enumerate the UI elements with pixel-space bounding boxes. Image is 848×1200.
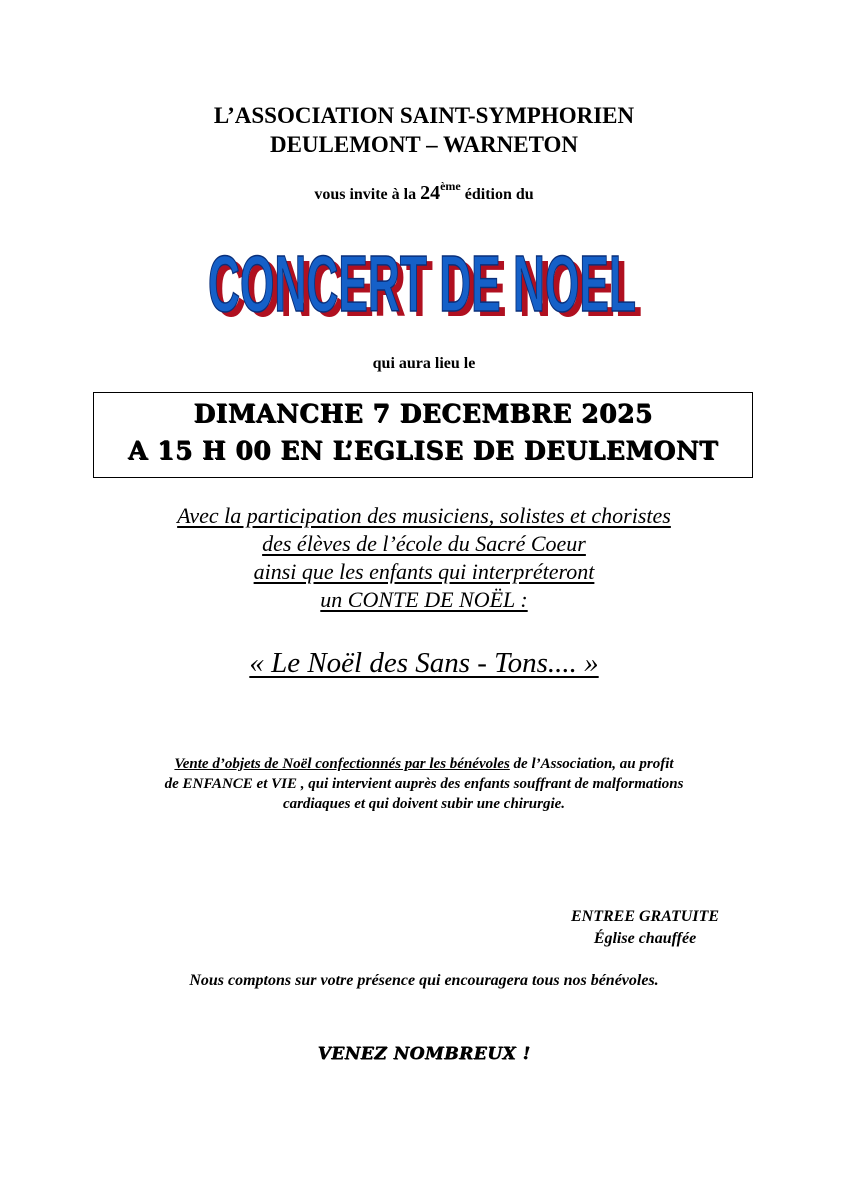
participation-line-3: ainsi que les enfants qui interpréteront: [253, 559, 595, 584]
edition-superscript: ème: [440, 179, 461, 193]
participation-line-4: un CONTE DE NOËL :: [320, 587, 528, 612]
org-line-1: L’ASSOCIATION SAINT-SYMPHORIEN: [213, 103, 635, 128]
entry-free: ENTREE GRATUITE: [570, 908, 720, 925]
sale-notice-line-1-rest: de l’Association, au profit: [509, 756, 674, 772]
participation-text: [0, 502, 848, 614]
event-date: DIMANCHE 7 DECEMBRE 2025: [193, 399, 653, 428]
story-title-text: « Le Noël des Sans - Tons.... »: [249, 647, 599, 679]
entry-info: [520, 906, 770, 950]
event-time-place: A 15 H 00 EN L’EGLISE DE DEULEMONT: [127, 436, 719, 465]
sale-notice-line-2: de ENFANCE et VIE , qui intervient auprès des enfants souffrant de malformations: [164, 776, 684, 792]
closing-message: Nous comptons sur votre présence qui encouragera tous nos bénévoles.: [189, 972, 659, 989]
sale-notice-line-3: cardiaques et qui doivent subir une chirurgie.: [282, 796, 566, 812]
org-line-2: DEULEMONT – WARNETON: [269, 132, 578, 157]
invitation-line: [0, 179, 848, 205]
concert-title-text: CONCERT DE NOEL: [208, 239, 636, 326]
story-title: [0, 647, 848, 680]
edition-number: 24: [420, 182, 441, 204]
invite-before: vous invite à la: [314, 186, 421, 203]
event-date-box: [93, 392, 753, 478]
entry-heated: Église chauffée: [593, 930, 697, 947]
location-intro: qui aura lieu le: [372, 355, 476, 372]
invite-after: édition du: [460, 186, 534, 203]
sale-notice: [100, 754, 748, 814]
closing-call: VENEZ NOMBREUX !: [317, 1044, 531, 1064]
concert-title-art: [200, 236, 648, 326]
concert-title: [200, 236, 648, 326]
organization-name: [0, 101, 848, 159]
participation-line-1: Avec la participation des musiciens, solistes et choristes: [177, 503, 671, 528]
participation-line-2: des élèves de l’école du Sacré Coeur: [262, 531, 586, 556]
sale-notice-underlined: Vente d’objets de Noël confectionnés par les bénévoles: [174, 756, 510, 772]
concert-title-shadow: CONCERT DE NOEL: [214, 244, 642, 326]
